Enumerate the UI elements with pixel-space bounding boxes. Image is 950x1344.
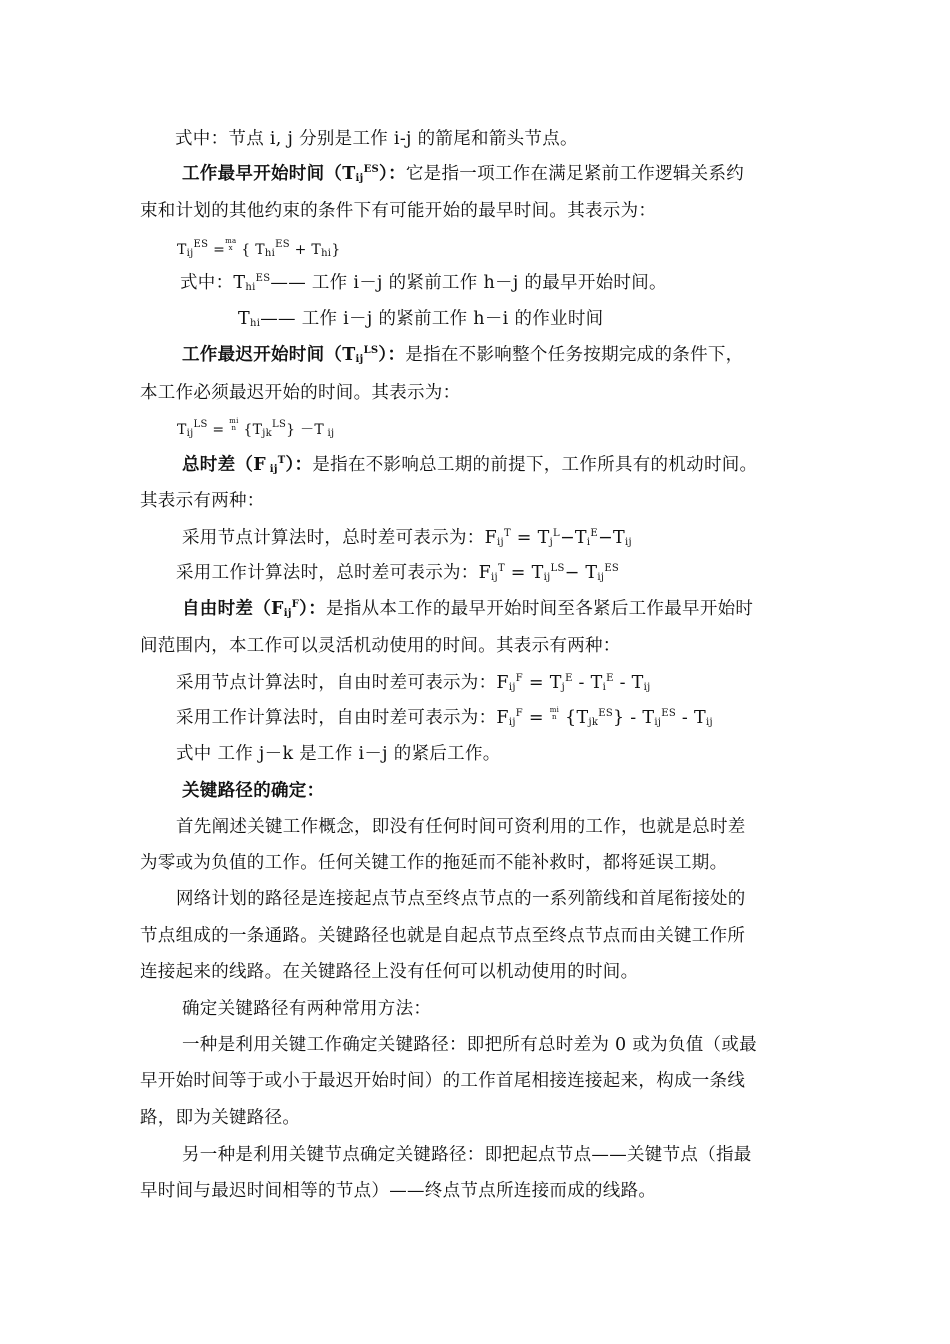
formula-latest-start: $T_{ij}^{LS}$ = mi n $\{T_{jk}^{LS}\} -T$ $_{ij}$ — [177, 417, 335, 439]
text-line-22: 网络计划的路径是连接起点节点至终点节点的一系列箭线和首尾衔接处的 — [176, 889, 746, 909]
formula-total-float-node: 采用节点计算法时，总时差可表示为：$F_{ij}^T = T_j^L-T_i^E-T_{ij}$ — [182, 528, 632, 548]
max-operator: ma x — [225, 237, 237, 252]
text-line-30: 早时间与最迟时间相等的节点）——终点节点所连接而成的线路。 — [140, 1181, 657, 1201]
text-line-26: 一种是利用关键工作确定关键路径：即把所有总时差为 0 或为负值（或最 — [182, 1035, 757, 1055]
text-line-18: 式中 工作 j－k 是工作 i－j 的紧后工作。 — [176, 744, 501, 764]
text-line-23: 节点组成的一条通路。关键路径也就是自起点节点至终点节点而由关键工作所 — [140, 926, 746, 946]
heading-free-float — [182, 598, 753, 620]
definition-text: 是指从本工作的最早开始时间至各紧后工作最早开始时 — [326, 599, 754, 619]
text-line-6: $T_{hi}——$ 工作 i－j 的紧前工作 h－i 的作业时间 — [238, 309, 604, 329]
text-line-29: 另一种是利用关键节点确定关键路径：即把起点节点——关键节点（指最 — [182, 1145, 752, 1165]
term-label: 总时差（F $_{ij}^T$）： — [182, 455, 313, 475]
heading-latest-start-time — [182, 344, 743, 366]
formula-earliest-start: $T_{ij}^{ES} =ma$ x { $T_{hi}^{ES} + T_{hi}$} — [177, 237, 341, 259]
text-line-8: 本工作必须最迟开始的时间。其表示为： — [140, 383, 461, 403]
text-line-21: 为零或为负值的工作。任何关键工作的拖延而不能补救时，都将延误工期。 — [140, 853, 728, 873]
formula-total-float-work: 采用工作计算法时，总时差可表示为：$F_{ij}^T = T_{ij}^{LS}- T_{ij}^{ES}$ — [176, 563, 620, 583]
text-line-28: 路，即为关键路径。 — [140, 1108, 301, 1128]
text-line-27: 早开始时间等于或小于最迟开始时间）的工作首尾相接连接起来，构成一条线 — [140, 1071, 746, 1091]
min-operator: mi n — [549, 706, 560, 721]
term-label: 工作最迟开始时间$(T_{ij}^{LS})$： — [182, 345, 406, 365]
term-label: 工作最早开始时间$(T_{ij}^{ES})$： — [182, 164, 406, 184]
term-label: 自由时差$(F_{ij}^F)$： — [182, 599, 327, 619]
text-line-24: 连接起来的线路。在关键路径上没有任何可以机动使用的时间。 — [140, 962, 639, 982]
text-line-20: 首先阐述关键工作概念，即没有任何时间可资利用的工作，也就是总时差 — [176, 817, 746, 837]
formula-free-float-work: 采用工作计算法时，自由时差可表示为：$F_{ij}^F$ = mi n $\{T_{jk}^{ES}\} - T_{ij}^{ES} - T_{ij}$ — [176, 706, 713, 728]
definition-text: 是指在不影响总工期的前提下，工作所具有的机动时间。 — [312, 455, 758, 475]
formula-free-float-node: 采用节点计算法时，自由时差可表示为：$F_{ij}^F = T_j^E - T_i^E - T_{ij}$ — [176, 673, 651, 693]
definition-text: 它是指一项工作在满足紧前工作逻辑关系约 — [405, 164, 745, 184]
heading-critical-path: 关键路径的确定： — [182, 781, 325, 801]
text-line-25: 确定关键路径有两种常用方法： — [182, 999, 432, 1019]
text-line-15: 间范围内，本工作可以灵活机动使用的时间。其表示有两种： — [140, 636, 621, 656]
text-line-11: 其表示有两种： — [140, 491, 265, 511]
text-line-1: 式中：节点 i, j 分别是工作 i-j 的箭尾和箭头节点。 — [175, 129, 578, 149]
text-line-5: 式中：$T_{hi}^{ES}——$ 工作 i－j 的紧前工作 h－j 的最早开始时间。 — [180, 273, 667, 293]
heading-earliest-start-time — [182, 163, 744, 185]
text-line-3: 束和计划的其他约束的条件下有可能开始的最早时间。其表示为： — [140, 201, 657, 221]
min-operator: mi n — [229, 417, 239, 432]
heading-total-float — [182, 454, 757, 476]
definition-text: 是指在不影响整个任务按期完成的条件下， — [405, 345, 744, 365]
